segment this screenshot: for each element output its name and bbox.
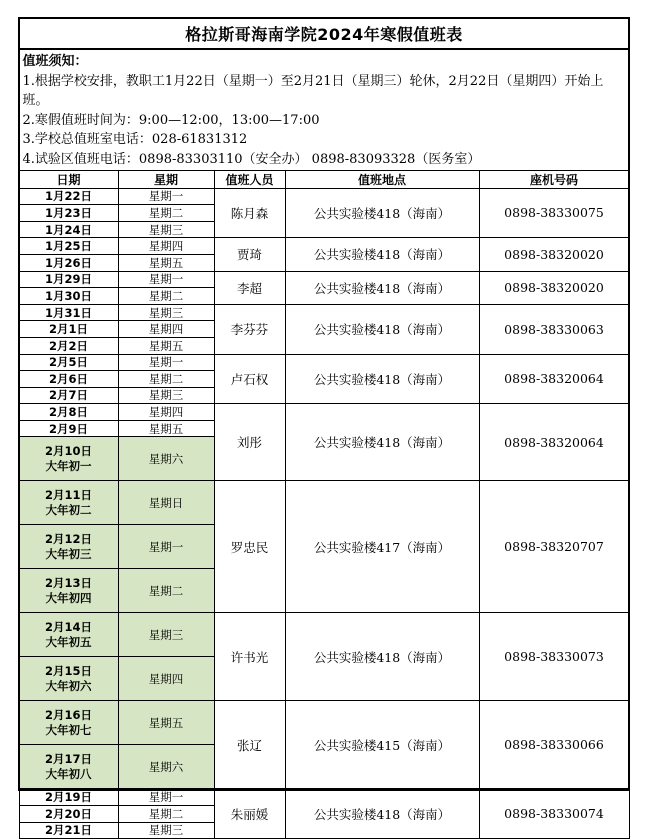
weekday-cell: 星期三 [118,304,214,321]
date-text: 1月30日 [44,288,92,303]
date-text: 1月31日 [44,305,92,320]
weekday-cell: 星期四 [118,404,214,421]
date-cell [19,822,118,839]
date-cell [19,420,118,437]
duty-person-cell: 李芬芬 [214,304,285,354]
weekday-cell: 星期五 [118,420,214,437]
duty-phone-cell: 0898-38320707 [479,481,629,613]
weekday-cell: 星期三 [118,221,214,238]
duty-phone-cell: 0898-38320064 [479,354,629,404]
date-text: 2月11日 [44,487,92,502]
lunar-date-text: 大年初六 [45,678,92,693]
date-text: 2月14日 [44,619,92,634]
date-cell [19,745,118,789]
duty-location-cell: 公共实验楼415（海南） [285,701,479,789]
table-row [19,789,629,806]
duty-person-cell: 陈月森 [214,188,285,238]
notes-line-1: 1.根据学校安排，教职工1月22日（星期一）至2月21日（星期三）轮休，2月22日（星期四）开始上班。 [22,73,604,109]
duty-person-cell: 卢石权 [214,354,285,404]
weekday-cell: 星期二 [118,205,214,222]
date-cell [19,288,118,305]
date-text: 2月9日 [48,421,88,436]
date-cell [19,371,118,388]
date-cell [19,387,118,404]
date-cell [19,613,118,657]
date-cell [19,238,118,255]
lunar-date-text: 大年初七 [45,722,92,737]
date-text: 2月16日 [44,707,92,722]
date-cell [19,205,118,222]
date-text: 1月24日 [44,222,92,237]
date-cell [19,254,118,271]
date-text: 1月26日 [44,255,92,270]
weekday-cell: 星期五 [118,254,214,271]
header-phone: 座机号码 [479,170,629,188]
date-text: 1月25日 [44,239,92,254]
date-text: 2月7日 [48,388,88,403]
date-text: 2月21日 [44,823,92,838]
date-cell [19,304,118,321]
notes-heading: 值班须知： [22,54,88,69]
weekday-cell: 星期四 [118,657,214,701]
table-row [19,354,629,371]
duty-phone-cell: 0898-38320020 [479,271,629,304]
duty-phone-cell: 0898-38330074 [479,789,629,839]
duty-phone-cell: 0898-38330063 [479,304,629,354]
duty-phone-cell: 0898-38330073 [479,613,629,701]
date-cell [19,657,118,701]
weekday-cell: 星期二 [118,806,214,823]
table-row [19,481,629,525]
lunar-date-text: 大年初二 [45,502,92,517]
duty-location-cell: 公共实验楼418（海南） [285,354,479,404]
duty-schedule-sheet [18,17,628,839]
date-text: 2月20日 [44,806,92,821]
duty-location-cell: 公共实验楼418（海南） [285,613,479,701]
table-row [19,238,629,255]
weekday-cell: 星期二 [118,569,214,613]
duty-person-cell: 李超 [214,271,285,304]
header-location: 值班地点 [285,170,479,188]
duty-notes [19,49,629,170]
date-text: 2月12日 [44,531,92,546]
weekday-cell: 星期一 [118,525,214,569]
weekday-cell: 星期二 [118,288,214,305]
duty-location-cell: 公共实验楼418（海南） [285,304,479,354]
table-row [19,613,629,657]
date-cell [19,404,118,421]
weekday-cell: 星期日 [118,481,214,525]
date-cell [19,437,118,481]
notes-line-2: 2.寒假值班时间为：9:00—12:00，13:00—17:00 [22,112,320,128]
date-text: 2月17日 [44,751,92,766]
duty-person-cell: 罗忠民 [214,481,285,613]
schedule-rows [19,188,629,839]
duty-person-cell: 许书光 [214,613,285,701]
date-text: 1月22日 [44,189,92,204]
duty-phone-cell: 0898-38320020 [479,238,629,271]
duty-phone-cell: 0898-38330075 [479,188,629,238]
table-row [19,304,629,321]
notes-line-3: 3.学校总值班室电话：028-61831312 [22,132,248,148]
date-text: 2月6日 [48,371,88,386]
date-text: 2月5日 [48,355,88,370]
header-person: 值班人员 [214,170,285,188]
date-cell [19,321,118,338]
weekday-cell: 星期五 [118,701,214,745]
duty-person-cell: 刘彤 [214,404,285,481]
date-cell [19,481,118,525]
duty-person-cell: 朱丽媛 [214,789,285,839]
header-date: 日期 [19,170,118,188]
weekday-cell: 星期一 [118,188,214,205]
duty-location-cell: 公共实验楼418（海南） [285,789,479,839]
date-text: 2月2日 [48,338,88,353]
header-row [19,170,629,188]
weekday-cell: 星期三 [118,822,214,839]
lunar-date-text: 大年初四 [45,590,92,605]
date-text: 2月1日 [48,322,88,337]
date-text: 2月10日 [44,443,92,458]
date-text: 2月13日 [44,575,92,590]
duty-person-cell: 张辽 [214,701,285,789]
weekday-cell: 星期一 [118,354,214,371]
header-weekday: 星期 [118,170,214,188]
duty-table [18,17,630,839]
page-title: 格拉斯哥海南学院2024年寒假值班表 [19,18,629,49]
lunar-date-text: 大年初五 [45,634,92,649]
duty-person-cell: 贾琦 [214,238,285,271]
date-cell [19,221,118,238]
date-text: 2月8日 [48,405,88,420]
weekday-cell: 星期三 [118,613,214,657]
weekday-cell: 星期六 [118,437,214,481]
date-cell [19,271,118,288]
duty-location-cell: 公共实验楼417（海南） [285,481,479,613]
date-text: 2月19日 [44,790,92,805]
weekday-cell: 星期一 [118,789,214,806]
table-row [19,271,629,288]
weekday-cell: 星期二 [118,371,214,388]
date-cell [19,337,118,354]
duty-phone-cell: 0898-38330066 [479,701,629,789]
date-cell [19,806,118,823]
date-cell [19,789,118,806]
table-row [19,404,629,421]
date-cell [19,354,118,371]
notes-line-4: 4.试验区值班电话：0898-83303110（安全办） 0898-83093328（医务室） [22,151,481,167]
weekday-cell: 星期五 [118,337,214,354]
date-text: 1月29日 [44,272,92,287]
duty-location-cell: 公共实验楼418（海南） [285,271,479,304]
date-cell [19,701,118,745]
weekday-cell: 星期一 [118,271,214,288]
date-cell [19,525,118,569]
weekday-cell: 星期四 [118,321,214,338]
lunar-date-text: 大年初一 [45,458,92,473]
weekday-cell: 星期三 [118,387,214,404]
duty-location-cell: 公共实验楼418（海南） [285,404,479,481]
date-cell [19,569,118,613]
duty-location-cell: 公共实验楼418（海南） [285,188,479,238]
lunar-date-text: 大年初三 [45,546,92,561]
date-text: 2月15日 [44,663,92,678]
table-row [19,701,629,745]
duty-location-cell: 公共实验楼418（海南） [285,238,479,271]
weekday-cell: 星期六 [118,745,214,789]
date-cell [19,188,118,205]
weekday-cell: 星期四 [118,238,214,255]
lunar-date-text: 大年初八 [45,766,92,781]
table-row [19,188,629,205]
duty-phone-cell: 0898-38320064 [479,404,629,481]
date-text: 1月23日 [44,205,92,220]
